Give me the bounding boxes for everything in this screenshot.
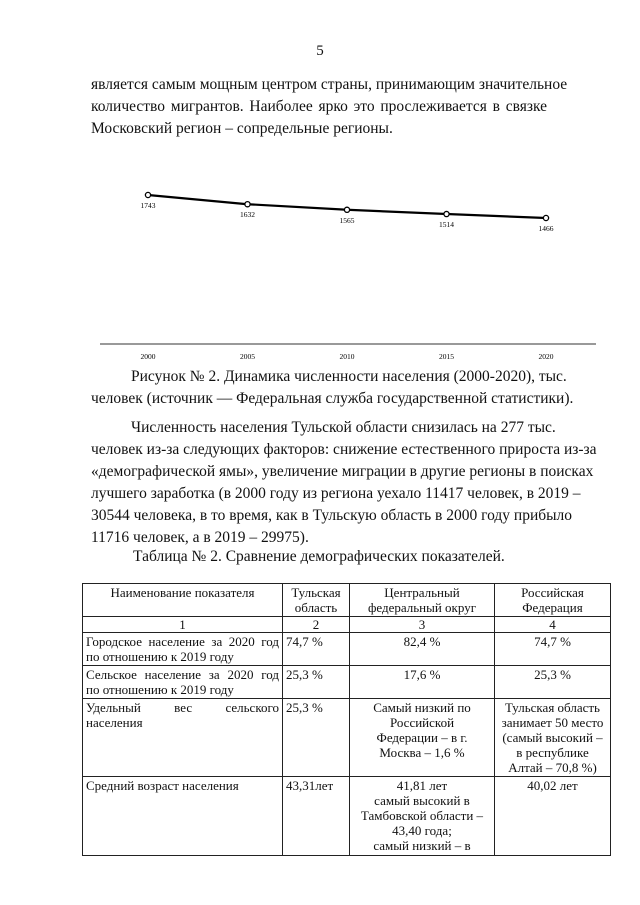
intro-paragraph — [91, 74, 568, 140]
data-label: 1743 — [140, 201, 156, 210]
tula-value: 25,3 % — [283, 666, 350, 699]
cell-line: по отношению к 2019 году — [86, 682, 234, 697]
text-line: человек из-за следующих факторов: снижение естественного прироста из-за — [91, 441, 597, 458]
x-tick-label: 2005 — [240, 352, 255, 361]
cell-line: Алтай – 70,8 %) — [508, 760, 597, 775]
cfo-value — [350, 777, 495, 856]
rf-value: 74,7 % — [495, 633, 611, 666]
text-line: количество мигрантов. Наиболее ярко это прослеживается в связке — [91, 98, 547, 115]
indicator-cell — [83, 633, 283, 666]
figure-caption-line: человек (источник — Федеральная служба государственной статистики). — [91, 390, 574, 407]
cell-line: Самый низкий по — [373, 700, 471, 715]
cell-line: Федерации – в г. — [376, 730, 468, 745]
column-number-row — [83, 617, 611, 633]
text-line: 11716 человек, а в 2019 – 29975). — [91, 529, 309, 546]
figure-caption — [91, 366, 574, 410]
indicator-cell — [83, 699, 283, 777]
text-line: 30544 человека, в то время, как в Тульскую область в 2000 году прибыло — [91, 507, 573, 524]
header-cfo: Центральный федеральный округ — [350, 584, 495, 617]
cell-line: в республике — [516, 745, 589, 760]
data-point — [245, 202, 250, 207]
text-line: лучшего заработка (в 2000 году из региона уехало 11417 человек, в 2019 – — [91, 485, 581, 502]
column-number: 1 — [83, 617, 283, 633]
text-line: «демографической ямы», увеличение миграции в другие регионы в поисках — [91, 463, 594, 480]
data-label: 1565 — [339, 215, 355, 225]
cell-line: Городское население за 2020 год — [86, 634, 279, 649]
cfo-value — [350, 699, 495, 777]
rf-value — [495, 699, 611, 777]
header-rf: Российская Федерация — [495, 584, 611, 617]
data-point — [344, 207, 349, 212]
table-header-row — [83, 584, 611, 617]
table-row — [83, 633, 611, 666]
table-caption: Таблица № 2. Сравнение демографических показателей. — [133, 548, 505, 565]
cell-line: Сельское население за 2020 год — [86, 667, 279, 682]
indicator-cell — [83, 777, 283, 856]
header-indicator: Наименование показателя — [83, 584, 283, 617]
data-label: 1466 — [538, 224, 554, 233]
table-row — [83, 666, 611, 699]
text-line: является самым мощным центром страны, принимающим значительное — [91, 76, 568, 93]
x-tick-label: 2020 — [538, 352, 554, 361]
cell-line: Тамбовской области – — [360, 808, 484, 823]
population-series-line — [148, 195, 546, 218]
cell-line: самый низкий – в — [373, 838, 471, 853]
header-tula: Тульская область — [283, 584, 350, 617]
cell-line: населения — [86, 715, 143, 730]
indicator-cell — [83, 666, 283, 699]
cell-line: самый высокий в — [374, 793, 470, 808]
text-line: Московский регион – сопредельные регионы. — [91, 120, 393, 137]
cell-line: (самый высокий – — [502, 730, 603, 745]
column-number: 3 — [350, 617, 495, 633]
page-number: 5 — [316, 43, 324, 59]
cell-line: 41,81 лет — [396, 778, 448, 793]
cell-line: занимает 50 место — [501, 715, 604, 730]
figure-caption-line: Рисунок № 2. Динамика численности населения (2000-2020), тыс. — [131, 368, 567, 385]
rf-value: 25,3 % — [495, 666, 611, 699]
tula-value: 74,7 % — [283, 633, 350, 666]
rf-value: 40,02 лет — [495, 777, 611, 856]
cfo-value: 17,6 % — [350, 666, 495, 699]
data-point — [543, 215, 548, 220]
cell-line: Москва – 1,6 % — [379, 745, 465, 760]
column-number: 2 — [283, 617, 350, 633]
cell-line: 43,40 года; — [392, 823, 452, 838]
cell-line: Тульская область — [505, 700, 600, 715]
population-line-chart — [0, 175, 640, 370]
text-line: Численность населения Тульской области снизилась на 277 тыс. — [131, 419, 556, 436]
table-row — [83, 777, 611, 856]
x-tick-label: 2010 — [339, 352, 355, 361]
cfo-value: 82,4 % — [350, 633, 495, 666]
cell-line: Удельный вес сельского — [86, 700, 279, 715]
x-tick-label: 2015 — [439, 352, 454, 361]
cell-line: по отношению к 2019 году — [86, 649, 234, 664]
demographic-comparison-table — [82, 583, 611, 856]
tula-value: 43,31лет — [283, 777, 350, 856]
column-number: 4 — [495, 617, 611, 633]
x-tick-label: 2000 — [140, 352, 156, 361]
table-row — [83, 699, 611, 777]
cell-line: Российской — [389, 715, 455, 730]
data-label: 1514 — [439, 220, 454, 230]
data-point — [444, 211, 449, 216]
data-label: 1632 — [240, 210, 255, 220]
data-point — [145, 192, 150, 197]
tula-value: 25,3 % — [283, 699, 350, 777]
cell-line: Средний возраст населения — [86, 778, 239, 793]
body-paragraph — [91, 417, 597, 549]
